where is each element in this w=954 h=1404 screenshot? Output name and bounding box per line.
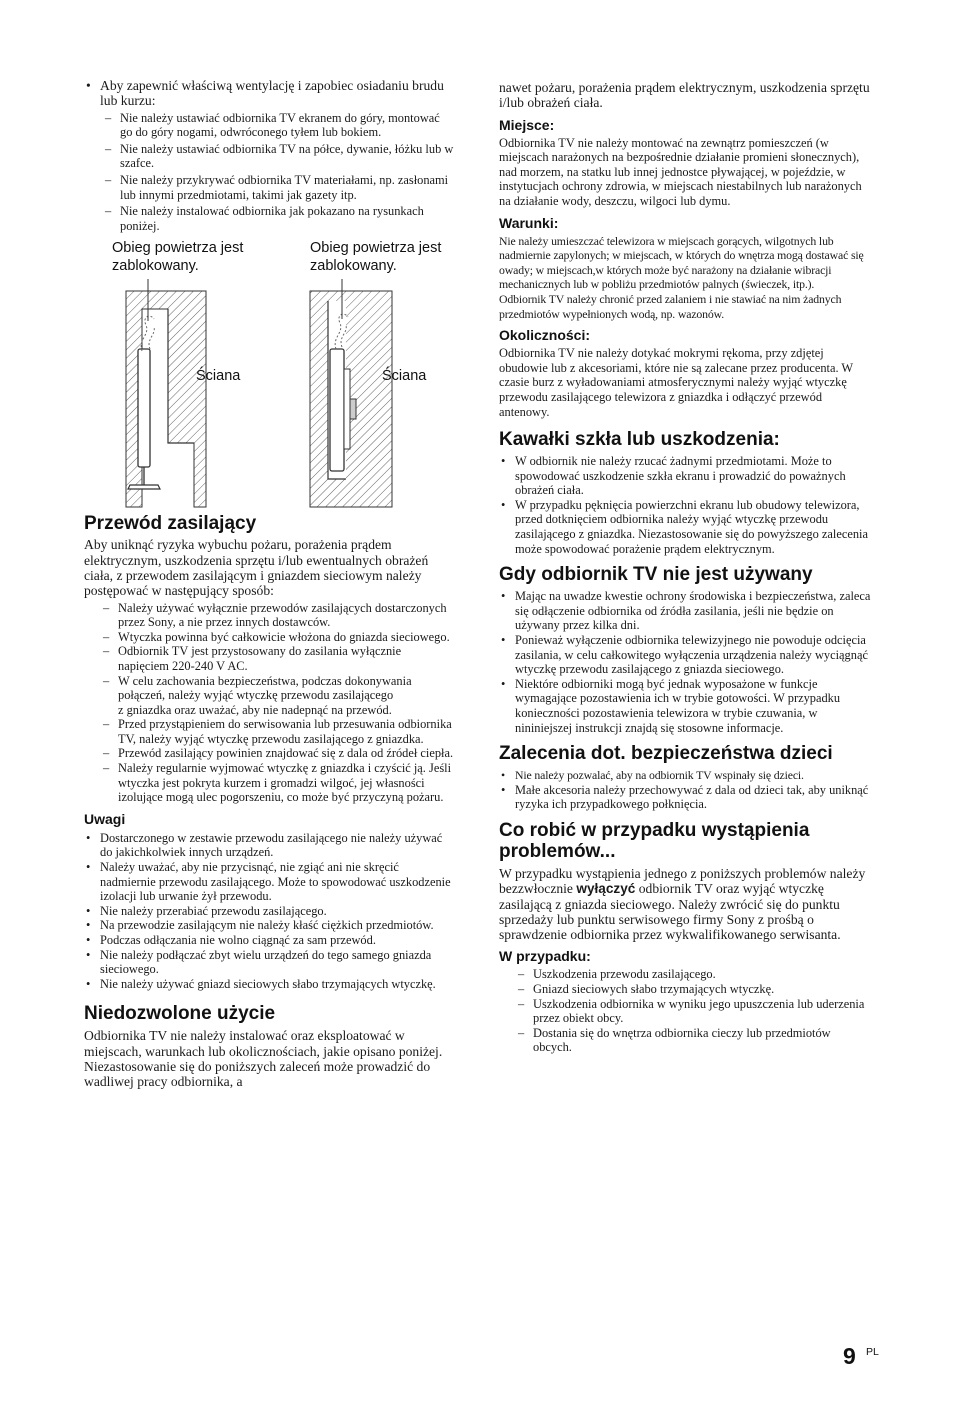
list-item: – Uszkodzenia przewodu zasilającego. xyxy=(515,967,871,982)
list-item: – Odbiornik TV jest przystosowany do zasilania wyłącznie napięciem 220-240 V AC. xyxy=(100,644,454,673)
ventilation-list xyxy=(84,78,454,233)
airflow-label-2: Obieg powietrza jest zablokowany. xyxy=(310,240,442,275)
power-cord-title: Przewód zasilający xyxy=(84,513,257,535)
page-language: PL xyxy=(866,1346,879,1358)
prohibited-use-title: Niedozwolone użycie xyxy=(84,1003,276,1025)
list-item: • Należy uważać, aby nie przycisnąć, nie zgiąć ani nie skręcić nadmiernie przewodu zasilającego. Może to spowodować uszkodzenie izolacji lub urwanie żył przewodu. xyxy=(84,860,454,904)
list-item: • Dostarczonego w zestawie przewodu zasilającego nie należy używać do jakichkolwiek innych urządzeń. xyxy=(84,831,454,860)
list-item: • Nie należy podłączać zbyt wielu urządzeń do tego samego gniazda sieciowego. xyxy=(84,948,454,977)
list-item: – W celu zachowania bezpieczeństwa, podczas dokonywania połączeń, należy wyjąć wtyczkę przewodu zasilającego z gniazdka oraz uważać, aby nie nadepnąć na przewód. xyxy=(100,674,454,718)
wall-label-1: Ściana xyxy=(196,368,241,385)
list-item: – Nie należy ustawiać odbiornika TV na półce, dywanie, łóżku lub w szafce. xyxy=(102,142,454,171)
power-cord-list xyxy=(100,601,454,805)
glass-title: Kawałki szkła lub uszkodzenia: xyxy=(499,429,780,451)
list-item: – Przed przystąpieniem do serwisowania lub przesuwania odbiornika TV, należy wyjąć wtyczkę przewodu zasilającego z gniazdka. xyxy=(100,717,454,746)
circumstances-text: Odbiornika TV nie należy dotykać mokrymi rękoma, przy zdjętej obudowie lub z akcesoriami, które nie są zalecane przez producenta. W czasie burz z wyładowaniami atmosferycznymi należy wyjąć wtyczkę przewodu zasilającego telewizora z gniazdka i odłączyć przewód antenowy. xyxy=(499,346,853,419)
list-item: – Nie należy instalować odbiornika jak pokazano na rysunkach poniżej. xyxy=(102,204,454,233)
list-item: • Aby zapewnić właściwą wentylację i zapobiec osiadaniu brudu lub kurzu: – Nie należy ustawiać odbiornika TV ekranem do góry, montować go do góry nogami, odwróconego tyłem lub bokiem. – Nie należy ustawiać odbiornika TV na półce, dywanie, łóżku lub w szafce. – Nie należy przykrywać odbiornika TV materiałami, np. zasłonami lub innymi przedmiotami, takimi jak gazety itp. – Nie należy instalować odbiornika jak pokazano na rysunkach poniżej. xyxy=(84,78,454,233)
conditions-text-1: Nie należy umieszczać telewizora w miejscach gorących, wilgotnych lub nadmiernie zapylonych; w miejscach, w których do wnętrza mogą dostawać się owady; w miejscach,w których może być narażony na działanie wibracji mechanicznych lub w pobliżu przedmiotów palnych (świeczek, itp.). xyxy=(499,233,864,292)
list-item: • Nie należy pozwalać, aby na odbiornik TV wspinały się dzieci. xyxy=(499,768,871,783)
list-item: • Ponieważ wyłączenie odbiornika telewizyjnego nie powoduje odcięcia zasilania, w celu całkowitego wyłączenia urządzenia należy wyciągnąć wtyczkę przewodu zasilającego z gniazda sieciowego. xyxy=(499,633,871,677)
place-title: Miejsce: xyxy=(499,116,555,133)
list-item: – Należy regularnie wyjmować wtyczkę z gniazdka i czyścić ją. Jeśli wtyczka jest pokryta kurzem i gromadzi wilgoć, jej własności izolujące mogą ulec pogorszeniu, co może być przyczyną pożaru. xyxy=(100,761,454,805)
unused-list xyxy=(499,589,871,735)
list-item: • Mając na uwadze kwestie ochrony środowiska i bezpieczeństwa, zaleca się odłączenie odbiornika od źródła zasilania, jeśli nie będzie on używany przez kilka dni. xyxy=(499,589,871,633)
list-item: • Niektóre odbiorniki mogą być jednak wyposażone w funkcje wymagające pozostawienia ich w trybie gotowości. W przypadku konieczności pozostawienia telewizora w trybie czuwania, w nininiejszej instrukcji znajdą się stosowne informacje. xyxy=(499,677,871,735)
unused-title: Gdy odbiornik TV nie jest używany xyxy=(499,564,813,586)
prohibited-use-text: Odbiornika TV nie należy instalować oraz eksploatować w miejscach, warunkach lub okolicznościach, jakie opisano poniżej. Niezastosowanie się do poniższych zaleceń może prowadzić do wadliwej pracy odbiornika, a xyxy=(84,1028,443,1090)
notes-list xyxy=(84,831,454,992)
list-item: – Dostania się do wnętrza odbiornika cieczy lub przedmiotów obcych. xyxy=(515,1026,871,1055)
case-list xyxy=(515,967,871,1055)
glass-list xyxy=(499,454,871,556)
power-cord-intro: Aby uniknąć ryzyka wybuchu pożaru, porażenia prądem elektrycznym, uszkodzenia sprzętu i/lub ewentualnych obrażeń ciała, z przewodem zasilającym i gniazdem sieciowym należy postępować w następujący sposób: xyxy=(84,537,429,599)
conditions-title: Warunki: xyxy=(499,214,559,231)
airflow-label-1: Obieg powietrza jest zablokowany. xyxy=(112,240,244,275)
list-item: – Nie należy ustawiać odbiornika TV ekranem do góry, montować go do góry nogami, odwróconego tyłem lub bokiem. xyxy=(102,111,454,140)
list-item: – Wtyczka powinna być całkowicie włożona do gniazda sieciowego. xyxy=(100,630,454,645)
wall-label-2: Ściana xyxy=(382,368,427,385)
conditions-text-2: Odbiornik TV należy chronić przed zalaniem i nie stawiać na nim żadnych przedmiotów wypełnionych wodą, np. wazonów. xyxy=(499,291,842,321)
case-title: W przypadku: xyxy=(499,948,591,965)
list-item: – Gniazd sieciowych słabo trzymających wtyczkę. xyxy=(515,982,871,997)
page-number: 9 xyxy=(843,1343,856,1369)
right-column xyxy=(499,80,871,1055)
problems-text: W przypadku wystąpienia jednego z poniższych problemów należy bezzwłocznie wyłączyć odbiornik TV oraz wyjąć wtyczkę zasilającą z gniazda sieciowego. Należy zwrócić się do punktu sprzedaży lub punktu serwisowego firmy Sony z prośbą o sprawdzenie odbiornika przez wykwalifikowanego serwisanta. xyxy=(499,865,866,943)
notes-title: Uwagi xyxy=(84,810,126,827)
problems-title: Co robić w przypadku wystąpienia problemów... xyxy=(499,819,810,862)
circumstances-title: Okoliczności: xyxy=(499,327,591,344)
left-column xyxy=(84,78,454,1090)
list-item: • W odbiornik nie należy rzucać żadnymi przedmiotami. Może to spowodować uszkodzenie szkła ekranu i prowadzić do poważnych obrażeń ciała. xyxy=(499,454,871,498)
list-item: – Uszkodzenia odbiornika w wyniku jego upuszczenia lub uderzenia przez obiekt obcy. xyxy=(515,997,871,1026)
children-list xyxy=(499,768,871,812)
place-text: Odbiornika TV nie należy montować na zewnątrz pomieszczeń (w miejscach narażonych na bezpośrednie działanie promieni słonecznych), nad morzem, na statku lub innej jednostce pływającej, w pojeździe, w instytucjach ochrony zdrowia, w miejscach niestabilnych lub narażonych na działanie wody, deszczu, wilgoci lub dymu. xyxy=(499,135,862,208)
continued-text: nawet pożaru, porażenia prądem elektrycznym, uszkodzenia sprzętu i/lub obrażeń ciała. xyxy=(499,80,870,111)
list-item: • Nie należy przerabiać przewodu zasilającego. xyxy=(84,904,454,919)
list-item: • W przypadku pęknięcia powierzchni ekranu lub obudowy telewizora, przed dotknięciem odbiornika należy wyjąć wtyczkę przewodu zasilającego z gniazdka. Niezastosowanie się do powyższego zalecenia może spowodować porażenie prądem elektrycznym. xyxy=(499,498,871,556)
list-item: – Należy używać wyłącznie przewodów zasilających dostarczonych przez Sony, a nie przez innych dostawców. xyxy=(100,601,454,630)
list-item: • Małe akcesoria należy przechowywać z dala od dzieci tak, aby uniknąć ryzyka ich przypadkowego połknięcia. xyxy=(499,783,871,812)
ventilation-figure xyxy=(84,239,454,509)
list-item: – Nie należy przykrywać odbiornika TV materiałami, np. zasłonami lub innymi przedmiotami, takimi jak gazety itp. xyxy=(102,173,454,202)
list-item: • Na przewodzie zasilającym nie należy kłaść ciężkich przedmiotów. xyxy=(84,918,454,933)
list-item: – Przewód zasilający powinien znajdować się z dala od źródeł ciepła. xyxy=(100,746,454,761)
list-item: • Podczas odłączania nie wolno ciągnąć za sam przewód. xyxy=(84,933,454,948)
list-item: • Nie należy używać gniazd sieciowych słabo trzymających wtyczkę. xyxy=(84,977,454,992)
children-title: Zalecenia dot. bezpieczeństwa dzieci xyxy=(499,743,833,765)
